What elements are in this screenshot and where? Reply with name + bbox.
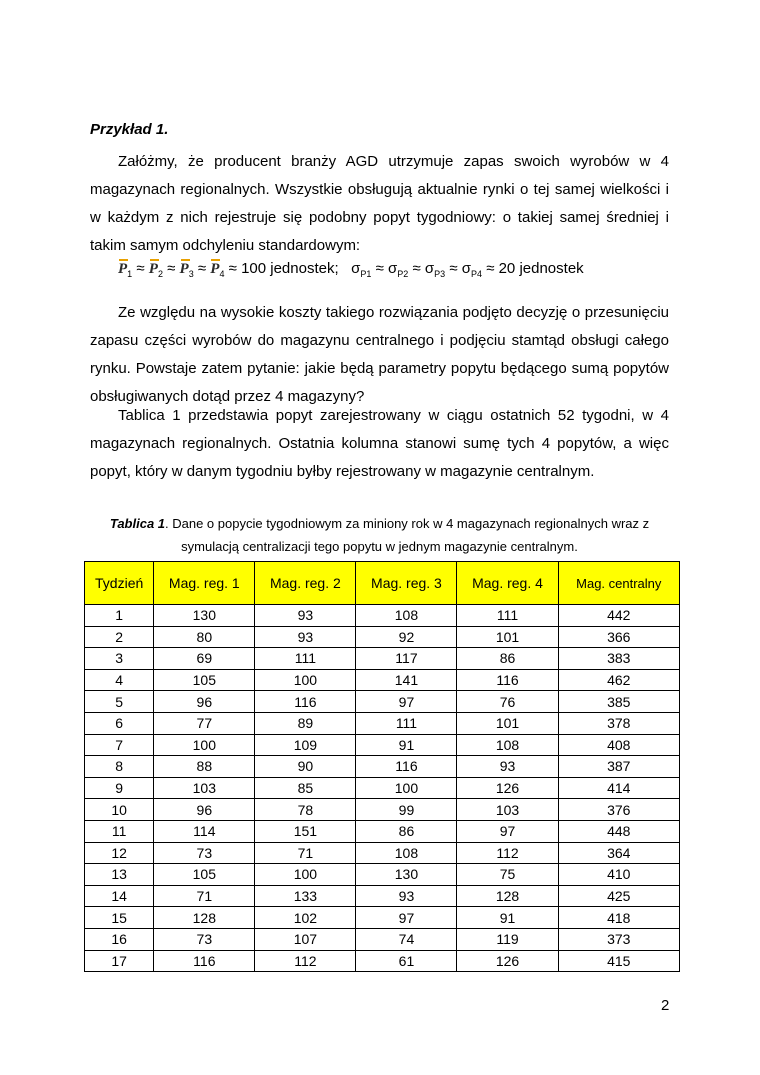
table-cell: 3 — [85, 648, 154, 670]
table-cell: 103 — [457, 799, 558, 821]
table-caption — [86, 512, 673, 558]
table-cell: 364 — [558, 842, 679, 864]
table-cell: 93 — [457, 756, 558, 778]
table-row — [85, 864, 680, 886]
decision-paragraph — [90, 299, 669, 411]
table-cell: 448 — [558, 820, 679, 842]
table-cell: 114 — [154, 820, 255, 842]
table-cell: 116 — [154, 950, 255, 972]
table-cell: 2 — [85, 626, 154, 648]
table-cell: 71 — [255, 842, 356, 864]
table-cell: 92 — [356, 626, 457, 648]
mean-value: 100 jednostek; — [241, 260, 339, 277]
table-cell: 100 — [154, 734, 255, 756]
table-cell: 86 — [457, 648, 558, 670]
table-header-row — [85, 562, 680, 605]
table-row — [85, 907, 680, 929]
table-cell: 408 — [558, 734, 679, 756]
table-cell: 12 — [85, 842, 154, 864]
header-mag-reg-3: Mag. reg. 3 — [356, 562, 457, 605]
table-cell: 97 — [457, 820, 558, 842]
table-row — [85, 950, 680, 972]
table-cell: 91 — [356, 734, 457, 756]
table-cell: 117 — [356, 648, 457, 670]
table-cell: 69 — [154, 648, 255, 670]
page-number: 2 — [661, 997, 670, 1014]
table-cell: 116 — [255, 691, 356, 713]
table-cell: 93 — [356, 885, 457, 907]
sigma-symbol-2: σ — [388, 260, 398, 277]
table-cell: 107 — [255, 928, 356, 950]
table-row — [85, 756, 680, 778]
table-cell: 101 — [457, 626, 558, 648]
table-cell: 103 — [154, 777, 255, 799]
table-cell: 93 — [255, 605, 356, 627]
header-week: Tydzień — [85, 562, 154, 605]
demand-formula: $P_1$ ≈ $P_2$ ≈ $P_3$ ≈ $P_4 \approx 100$ jednostek; $\sigma_{P1} \approx \sigma_{P2} \approx \sigma_{P3} \approx \sigma_{P4} \approx 20$ jednostek — [118, 260, 584, 279]
table-cell: 410 — [558, 864, 679, 886]
table-cell: 8 — [85, 756, 154, 778]
sigma-symbol-3: σ — [424, 260, 435, 277]
table-cell: 97 — [356, 907, 457, 929]
table-cell: 16 — [85, 928, 154, 950]
table-cell: 100 — [356, 777, 457, 799]
table-cell: 9 — [85, 777, 154, 799]
table-cell: 119 — [457, 928, 558, 950]
table-cell: 10 — [85, 799, 154, 821]
sigma-symbol-4: σ — [461, 260, 471, 277]
table-cell: 116 — [356, 756, 457, 778]
table-cell: 17 — [85, 950, 154, 972]
sigma-symbol-1: σ — [351, 260, 361, 277]
table-row — [85, 626, 680, 648]
table-cell: 366 — [558, 626, 679, 648]
table-cell: 111 — [356, 712, 457, 734]
table-cell: 141 — [356, 669, 457, 691]
table-cell: 130 — [356, 864, 457, 886]
table-cell: 93 — [255, 626, 356, 648]
decision-paragraph-text: Ze względu na wysokie koszty takiego rozwiązania podjęto decyzję o przesunięciu zapasu części wyrobów do magazynu centralnego i podjęciu stamtąd obsługi całego rynku. Powstaje zatem pytanie: jakie będą parametry popytu będącego sumą popytów obsługiwanych dotąd przez 4 magazyny? — [90, 304, 669, 405]
header-mag-reg-4: Mag. reg. 4 — [457, 562, 558, 605]
table-cell: 71 — [154, 885, 255, 907]
table-cell: 387 — [558, 756, 679, 778]
table-cell: 91 — [457, 907, 558, 929]
table-cell: 77 — [154, 712, 255, 734]
table-cell: 73 — [154, 842, 255, 864]
table-cell: 86 — [356, 820, 457, 842]
table-row — [85, 820, 680, 842]
table-intro-paragraph-text: Tablica 1 przedstawia popyt zarejestrowany w ciągu ostatnich 52 tygodni, w 4 magazynach regionalnych. Ostatnia kolumna stanowi sumę tych 4 popytów, a więc popyt, który w danym tygodniu byłby rejestrowany w magazynie centralnym. — [90, 407, 669, 480]
intro-paragraph — [90, 148, 669, 260]
mean-demand-symbol-2: P — [148, 261, 158, 277]
table-cell: 151 — [255, 820, 356, 842]
table-row — [85, 885, 680, 907]
table-cell: 90 — [255, 756, 356, 778]
table-cell: 89 — [255, 712, 356, 734]
table-row — [85, 691, 680, 713]
table-row — [85, 842, 680, 864]
intro-paragraph-text: Załóżmy, że producent branży AGD utrzymuje zapas swoich wyrobów w 4 magazynach regionalnych. Wszystkie obsługują aktualnie rynki o tej samej wielkości i w każdym z nich rejestruje się podobny popyt tygodniowy: o takiej samej średniej i takim samym odchyleniu standardowym: — [90, 153, 669, 254]
std-value: 20 jednostek — [498, 260, 584, 277]
table-cell: 85 — [255, 777, 356, 799]
table-cell: 14 — [85, 885, 154, 907]
header-mag-reg-1: Mag. reg. 1 — [154, 562, 255, 605]
table-row — [85, 605, 680, 627]
table-cell: 111 — [255, 648, 356, 670]
table-cell: 80 — [154, 626, 255, 648]
table-cell: 73 — [154, 928, 255, 950]
table-cell: 101 — [457, 712, 558, 734]
table-cell: 5 — [85, 691, 154, 713]
table-cell: 75 — [457, 864, 558, 886]
table-cell: 414 — [558, 777, 679, 799]
table-cell: 76 — [457, 691, 558, 713]
demand-table — [84, 561, 680, 972]
table-cell: 100 — [255, 864, 356, 886]
table-cell: 108 — [457, 734, 558, 756]
example-heading: Przykład 1. — [90, 121, 169, 138]
table-cell: 133 — [255, 885, 356, 907]
table-cell: 102 — [255, 907, 356, 929]
table-body — [85, 605, 680, 972]
table-cell: 130 — [154, 605, 255, 627]
table-cell: 383 — [558, 648, 679, 670]
table-cell: 15 — [85, 907, 154, 929]
table-cell: 11 — [85, 820, 154, 842]
table-cell: 373 — [558, 928, 679, 950]
table-cell: 105 — [154, 669, 255, 691]
table-intro-paragraph — [90, 402, 669, 486]
table-cell: 13 — [85, 864, 154, 886]
table-cell: 425 — [558, 885, 679, 907]
table-cell: 99 — [356, 799, 457, 821]
table-cell: 442 — [558, 605, 679, 627]
table-cell: 109 — [255, 734, 356, 756]
table-row — [85, 734, 680, 756]
table-cell: 116 — [457, 669, 558, 691]
table-caption-text: . Dane o popycie tygodniowym za miniony rok w 4 magazynach regionalnych wraz z symulacją centralizacji tego popytu w jednym magazynie centralnym. — [165, 516, 650, 554]
header-mag-central: Mag. centralny — [558, 562, 679, 605]
table-cell: 88 — [154, 756, 255, 778]
table-cell: 97 — [356, 691, 457, 713]
header-mag-reg-2: Mag. reg. 2 — [255, 562, 356, 605]
table-cell: 96 — [154, 799, 255, 821]
table-cell: 111 — [457, 605, 558, 627]
table-cell: 128 — [154, 907, 255, 929]
table-cell: 418 — [558, 907, 679, 929]
table-cell: 105 — [154, 864, 255, 886]
table-cell: 61 — [356, 950, 457, 972]
mean-demand-symbol-1: P — [118, 261, 128, 277]
table-cell: 126 — [457, 777, 558, 799]
table-row — [85, 928, 680, 950]
table-cell: 376 — [558, 799, 679, 821]
table-cell: 7 — [85, 734, 154, 756]
table-cell: 1 — [85, 605, 154, 627]
table-row — [85, 799, 680, 821]
mean-demand-symbol-3: P — [179, 261, 189, 277]
table-cell: 385 — [558, 691, 679, 713]
table-cell: 462 — [558, 669, 679, 691]
table-cell: 112 — [457, 842, 558, 864]
table-row — [85, 648, 680, 670]
table-row — [85, 669, 680, 691]
table-cell: 4 — [85, 669, 154, 691]
table-cell: 415 — [558, 950, 679, 972]
table-cell: 128 — [457, 885, 558, 907]
table-cell: 96 — [154, 691, 255, 713]
table-cell: 108 — [356, 842, 457, 864]
table-row — [85, 712, 680, 734]
table-row — [85, 777, 680, 799]
table-cell: 6 — [85, 712, 154, 734]
table-cell: 74 — [356, 928, 457, 950]
mean-demand-symbol-4: P — [210, 261, 220, 277]
table-cell: 112 — [255, 950, 356, 972]
table-cell: 126 — [457, 950, 558, 972]
table-cell: 378 — [558, 712, 679, 734]
table-cell: 78 — [255, 799, 356, 821]
table-cell: 108 — [356, 605, 457, 627]
table-caption-lead: Tablica 1 — [109, 516, 166, 531]
table-cell: 100 — [255, 669, 356, 691]
